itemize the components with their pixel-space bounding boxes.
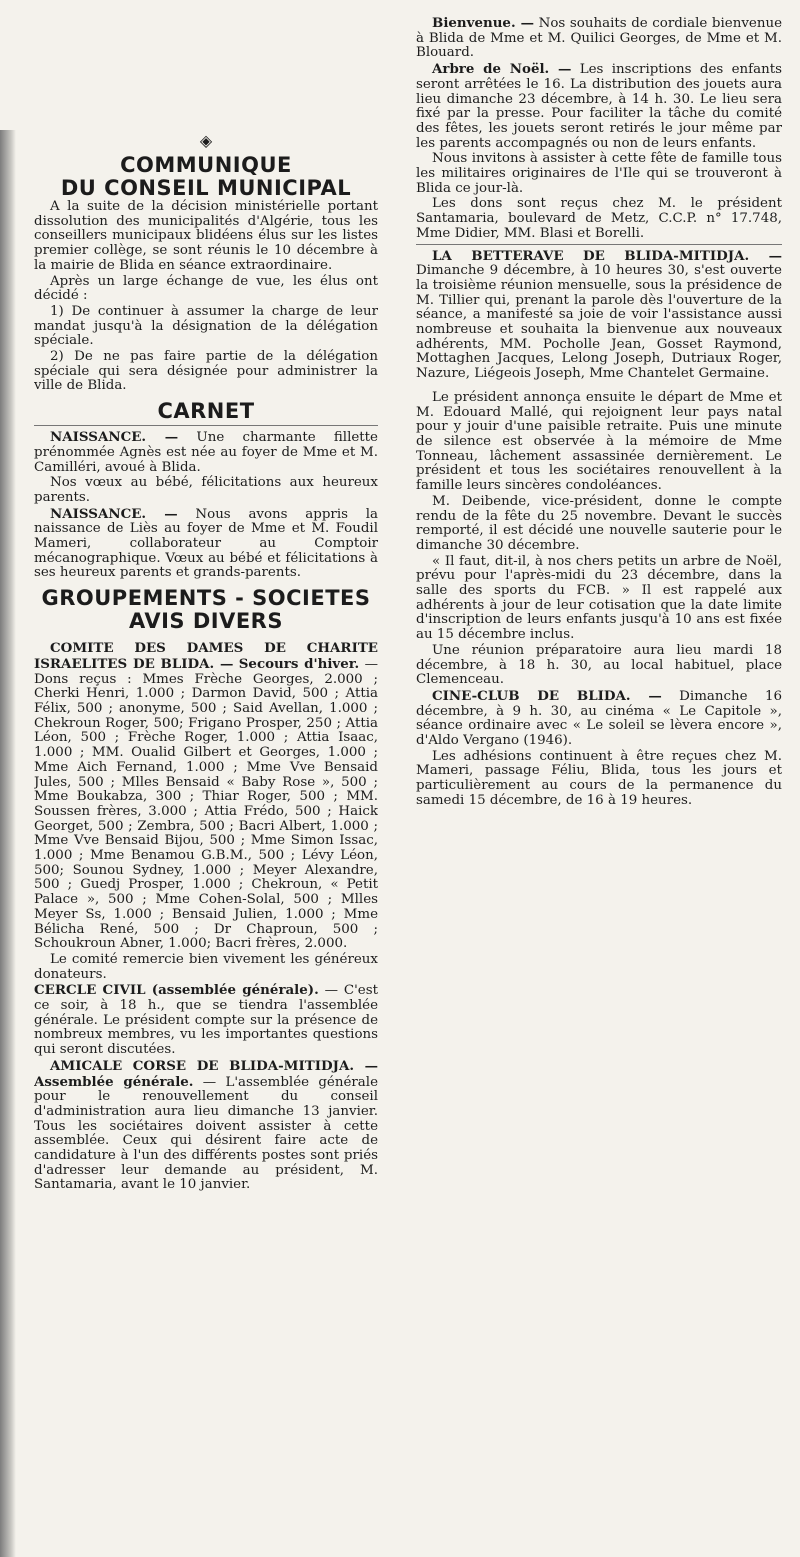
naissance-2 <box>34 507 378 582</box>
communique-paragraph-3: 1) De continuer à assumer la charge de leur mandat jusqu'à la désignation de la délégation spéciale. <box>34 303 378 349</box>
naissance-1 <box>34 430 378 475</box>
betterave-paragraph-4: « Il faut, dit-il, à nos chers petits un arbre de Noël, prévu pour l'après-midi du 23 décembre, dans la salle des sports du FCB. » Il est rappelé aux adhérents à jour de leur cotisation que la date limite d'inscription de leurs enfants jusqu'à 10 ans est fixée au 15 décembre inclus. <box>416 553 782 643</box>
cercle-civil-head: CERCLE CIVIL (assemblée générale). <box>34 982 319 999</box>
betterave <box>416 249 782 382</box>
betterave-paragraph-3: M. Deibende, vice-président, donne le compte rendu de la fête du 25 novembre. Devant le succès remporté, il est décidé une nouvelle sauterie pour le dimanche 30 décembre. <box>416 493 782 553</box>
groupements-heading-2: AVIS DIVERS <box>129 609 283 634</box>
betterave-paragraph-5: Une réunion préparatoire aura lieu mardi 18 décembre, à 18 h. 30, au local habituel, place Clemenceau. <box>416 642 782 688</box>
bienvenue <box>416 16 782 61</box>
communique-paragraph-1: A la suite de la décision ministérielle portant dissolution des municipalités d'Algérie, tous les conseillers municipaux blidéens élus sur les listes premier collège, se sont réunis le 10 décembre à la mairie de Blida en séance extraordinaire. <box>34 199 378 273</box>
betterave-paragraph-2: Le président annonça ensuite le départ de Mme et M. Edouard Mallé, qui rejoignent leur pays natal pour y jouir d'une paisible retraite. Puis une minute de silence est observée à la mémoire de Mme Tonneau, lâchement assassinée dernièrement. Le président et tous les sociétaires renouvellent à la famille leurs sincères condoléances. <box>416 389 782 494</box>
arbre-noel-body: Les inscriptions des enfants seront arrêtées le 16. La distribution des jouets aura lieu dimanche 23 décembre, à 14 h. 30. Le lieu sera fixé par la presse. Pour faciliter la tâche du comité des fêtes, les jouets seront retirés le jour même par les parents accompagnés ou non de leurs enfants. <box>416 62 782 151</box>
page-edge-shadow <box>0 130 16 1557</box>
divider <box>34 425 378 426</box>
dames-charite-head: COMITE DES DAMES DE CHARITE ISRAELITES DE BLIDA. — <box>34 640 378 672</box>
cine-club-body: Dimanche 16 décembre, à 9 h. 30, au cinéma « Le Capitole », séance ordinaire avec « Le soleil se lèvera encore », d'Aldo Vergano (1946). <box>416 688 782 749</box>
communique-paragraph-4: 2) De ne pas faire partie de la délégation spéciale qui sera désignée pour administrer la ville de Blida. <box>34 349 378 394</box>
dames-charite-subhead: Secours d'hiver. <box>238 655 360 672</box>
cercle-civil <box>34 983 378 1058</box>
ornament-icon: ◈ <box>199 131 213 150</box>
arbre-noel <box>416 62 782 151</box>
amicale-corse-head: AMICALE CORSE DE BLIDA-MITIDJA. — Assemblée générale. <box>34 1057 378 1090</box>
bienvenue-head: Bienvenue. — <box>432 16 535 31</box>
dames-charite <box>34 641 378 952</box>
cine-club-adhesions: Les adhésions continuent à être reçues chez M. Mameri, passage Féliu, Blida, tous les jours et particulièrement au cours de la permanence du samedi 15 décembre, de 16 à 19 heures. <box>416 748 782 808</box>
groupements-heading-1: GROUPEMENTS - SOCIETES <box>41 586 371 611</box>
arbre-noel-invitation: Nous invitons à assister à cette fête de famille tous les militaires originaires de l'Ile qui se trouveront à Blida ce jour-là. <box>416 151 782 196</box>
betterave-head: LA BETTERAVE DE BLIDA-MITIDJA. — <box>432 247 782 264</box>
dames-charite-body: — Dons reçus : Mmes Frèche Georges, 2.000 ; Cherki Henri, 1.000 ; Darmon David, 500 ; Attia Félix, 500 ; anonyme, 500 ; Said Avellan, 1.000 ; Chekroun Roger, 500; Frigano Prosper, 250 ; Attia Léon, 500 ; Frèche Roger, 1.000 ; Attia Isaac, 1.000 ; MM. Oualid Gilbert et Georges, 1.000 ; Mme Aich Fernand, 1.000 ; Mme Vve Bensaid Jules, 500 ; Mlles Bensaid « Baby Rose », 500 ; Mme Boukabza, 300 ; Thiar Roger, 500 ; MM. Soussen frères, 3.000 ; Attia Frédo, 500 ; Haick Georget, 500 ; Zembra, 500 ; Bacri Albert, 1.000 ; Mme Vve Bensaid Bijou, 500 ; Mme Simon Issac, 1.000 ; Mme Benamou G.B.M., 500 ; Lévy Léon, 500; Sounou Sydney, 1.000 ; Meyer Alexandre, 500 ; Guedj Prosper, 1.000 ; Chekroun, « Petit Palace », 500 ; Mme Cohen-Solal, 500 ; Mlles Meyer Ss, 1.000 ; Bensaid Julien, 1.000 ; Mme Bélicha René, 500 ; Dr Chaproun, 500 ; Schoukroun Abner, 1.000; Bacri frères, 2.000. <box>34 656 378 952</box>
cercle-civil-body: — C'est ce soir, à 18 h., que se tiendra l'assemblée générale. Le président compte sur la présence de nombreux membres, vu les importantes questions qui seront discutées. <box>34 983 378 1058</box>
arbre-noel-dons: Les dons sont reçus chez M. le président Santamaria, boulevard de Metz, C.C.P. n° 17.748, Mme Didier, MM. Blasi et Borelli. <box>416 196 782 241</box>
naissance-2-head: NAISSANCE. — <box>50 505 178 522</box>
betterave-body: Dimanche 9 décembre, à 10 heures 30, s'est ouverte la troisième réunion mensuelle, sous la présidence de M. Tillier qui, prenant la parole dès l'ouverture de la séance, a manifesté sa joie de voir l'assistance aussi nombreuse et souhaita la bienvenue aux nouveaux adhérents, MM. Pocholle Jean, Gosset Raymond, Mottaghen Jacques, Lelong Joseph, Dutriaux Roger, Nazure, Liégeois Joseph, Mme Chantelet Germaine. <box>416 263 782 382</box>
arbre-noel-head: Arbre de Noël. — <box>432 61 572 78</box>
cine-club-head: CINE-CLUB DE BLIDA. — <box>432 687 662 704</box>
communique-heading-2: DU CONSEIL MUNICIPAL <box>60 176 352 200</box>
naissance-1-wishes: Nos vœux au bébé, félicitations aux heureux parents. <box>34 475 378 505</box>
dames-charite-thanks: Le comité remercie bien vivement les généreux donateurs. <box>34 951 378 982</box>
amicale-corse-body: — L'assemblée générale pour le renouvellement du conseil d'administration aura lieu dimanche 13 janvier. Tous les sociétaires doivent assister à cette assemblée. Ceux qui désirent faire acte de candidature à l'un des différents postes sont priés d'adresser leur demande au président, M. Santamaria, avant le 10 janvier. <box>34 1074 378 1193</box>
naissance-1-body: Une charmante fillette prénommée Agnès est née au foyer de Mme et M. Camilléri, avoué à Blida. <box>34 430 378 475</box>
carnet-heading: CARNET <box>157 399 255 424</box>
right-column <box>416 16 782 1156</box>
communique-paragraph-2: Après un large échange de vue, les élus ont décidé : <box>34 273 378 304</box>
naissance-1-head: NAISSANCE. — <box>50 429 179 446</box>
divider <box>416 244 782 245</box>
cine-club <box>416 689 782 749</box>
bienvenue-body: Nos souhaits de cordiale bienvenue à Blida de Mme et M. Quilici Georges, de Mme et M. Blouard. <box>416 16 782 61</box>
communique-heading-1: COMMUNIQUE <box>120 153 292 177</box>
amicale-corse <box>34 1059 378 1193</box>
left-column <box>34 130 378 1557</box>
naissance-2-body: Nous avons appris la naissance de Liès au foyer de Mme et M. Foudil Mameri, collaborateur au Comptoir mécanographique. Vœux au bébé et félicitations à ses heureux parents et grands-parents. <box>34 506 378 581</box>
